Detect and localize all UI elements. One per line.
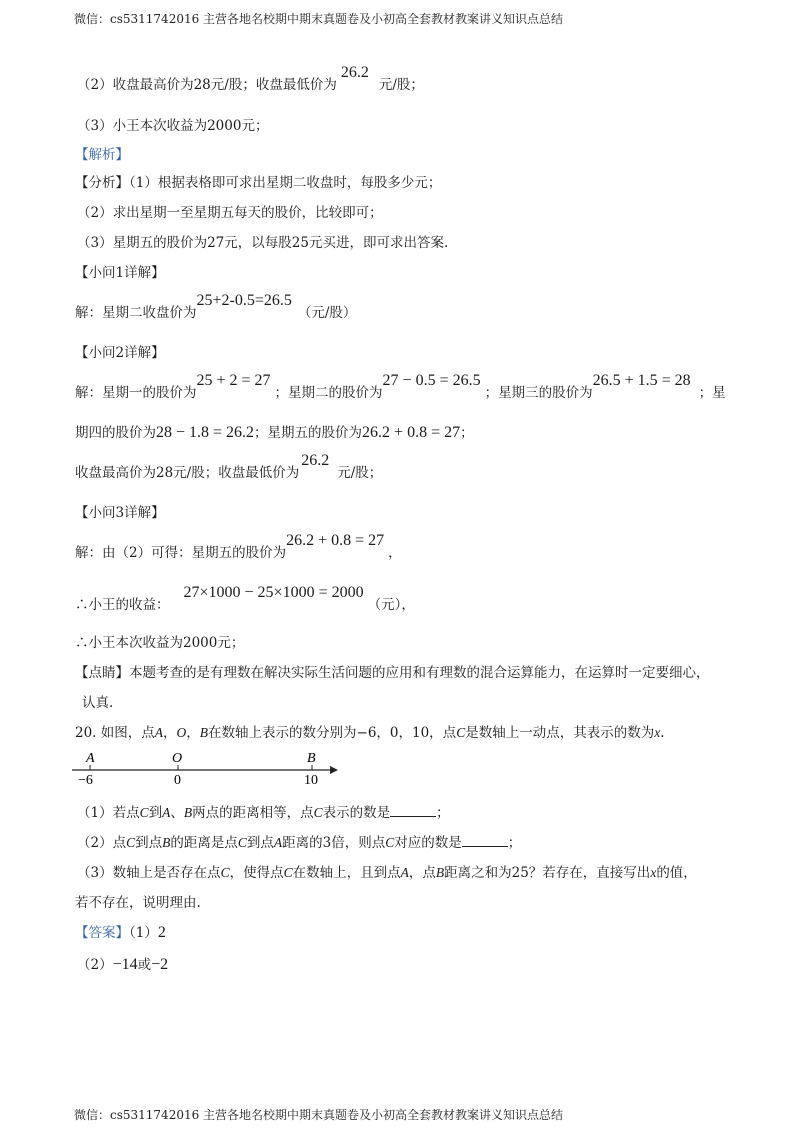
q2-line-2: 期四的股价为28 − 1.8 = 26.2；星期五的股价为26.2 + 0.8 = 27； bbox=[75, 424, 474, 441]
q3-title: 【小问3详解】 bbox=[75, 505, 165, 521]
q2-line-1: 解：星期一的股价为25 + 2 = 27；星期二的股价为27 − 0.5 = 26.5；星期三的股价为26.5 + 1.5 = 28；星 bbox=[75, 372, 726, 401]
dianjing-line-2: 认真. bbox=[82, 695, 114, 711]
number-label-B: 10 bbox=[304, 773, 318, 788]
q2-line-3: 收盘最高价为28元/股；收盘最低价为26.2元/股； bbox=[75, 452, 383, 481]
answer-blank-1 bbox=[390, 804, 436, 817]
number-label-O: 0 bbox=[174, 773, 181, 788]
fenxi-line-3: （3）星期五的股价为27元，以每股25元买进，即可求出答案. bbox=[77, 235, 449, 251]
prev-answer-2: （2）收盘最高价为28元/股；收盘最低价为26.2元/股； bbox=[77, 64, 424, 93]
point-label-A: A bbox=[86, 751, 95, 766]
q1-solution: 解：星期二收盘价为25+2-0.5=26.5（元/股） bbox=[75, 292, 357, 321]
number-line-arrow bbox=[330, 766, 338, 774]
prev-answer-3: （3）小王本次收益为2000元； bbox=[77, 118, 269, 134]
number-line-figure bbox=[70, 748, 350, 788]
dianjing-line-1: 【点睛】本题考查的是有理数在解决实际生活问题的应用和有理数的混合运算能力，在运算时一定要细心， bbox=[75, 665, 710, 681]
q3-line-1: 解：由（2）可得：星期五的股价为26.2 + 0.8 = 27， bbox=[75, 532, 402, 561]
fenxi-line-1: 【分析】（1）根据表格即可求出星期二收盘时，每股多少元； bbox=[75, 175, 442, 191]
q3-line-2: ∴小王的收益：27×1000 − 25×1000 = 2000（元）， bbox=[75, 584, 415, 613]
fenxi-line-2: （2）求出星期一至星期五每天的股价，比较即可； bbox=[77, 205, 383, 221]
page-footer: 微信：cs5311742016 主营各地名校期中期末真题卷及小初高全套教材教案讲义知识点总结 bbox=[74, 1108, 564, 1122]
q2-title: 【小问2详解】 bbox=[75, 345, 165, 361]
answer-line-2: （2）−14或−2 bbox=[77, 956, 169, 973]
problem-20-part-3-cont: 若不存在，说明理由. bbox=[75, 895, 201, 911]
problem-20-part-1: （1）若点C到A、B两点的距离相等，点C表示的数是 ； bbox=[77, 805, 450, 821]
q1-title: 【小问1详解】 bbox=[75, 265, 165, 281]
jiexi-tag: 【解析】 bbox=[75, 147, 129, 163]
page-header: 微信：cs5311742016 主营各地名校期中期末真题卷及小初高全套教材教案讲义知识点总结 bbox=[74, 12, 564, 26]
answer-blank-2 bbox=[462, 834, 508, 847]
problem-20-part-3: （3）数轴上是否存在点C，使得点C在数轴上，且到点A，点B距离之和为25？若存在，直接写出x的值， bbox=[77, 865, 697, 881]
answer-line-1: 【答案】（1）2 bbox=[75, 924, 166, 941]
problem-20-part-2: （2）点C到点B的距离是点C到点A距离的3倍，则点C对应的数是 ； bbox=[77, 835, 522, 851]
point-label-B: B bbox=[307, 751, 316, 766]
problem-20-stem: 20. 如图，点A，O，B在数轴上表示的数分别为−6，0，10，点C是数轴上一动点，其表示的数为x. bbox=[75, 725, 665, 741]
q3-line-3: ∴小王本次收益为2000元； bbox=[75, 635, 245, 651]
number-label-A: −6 bbox=[78, 773, 93, 788]
point-label-O: O bbox=[172, 751, 183, 766]
